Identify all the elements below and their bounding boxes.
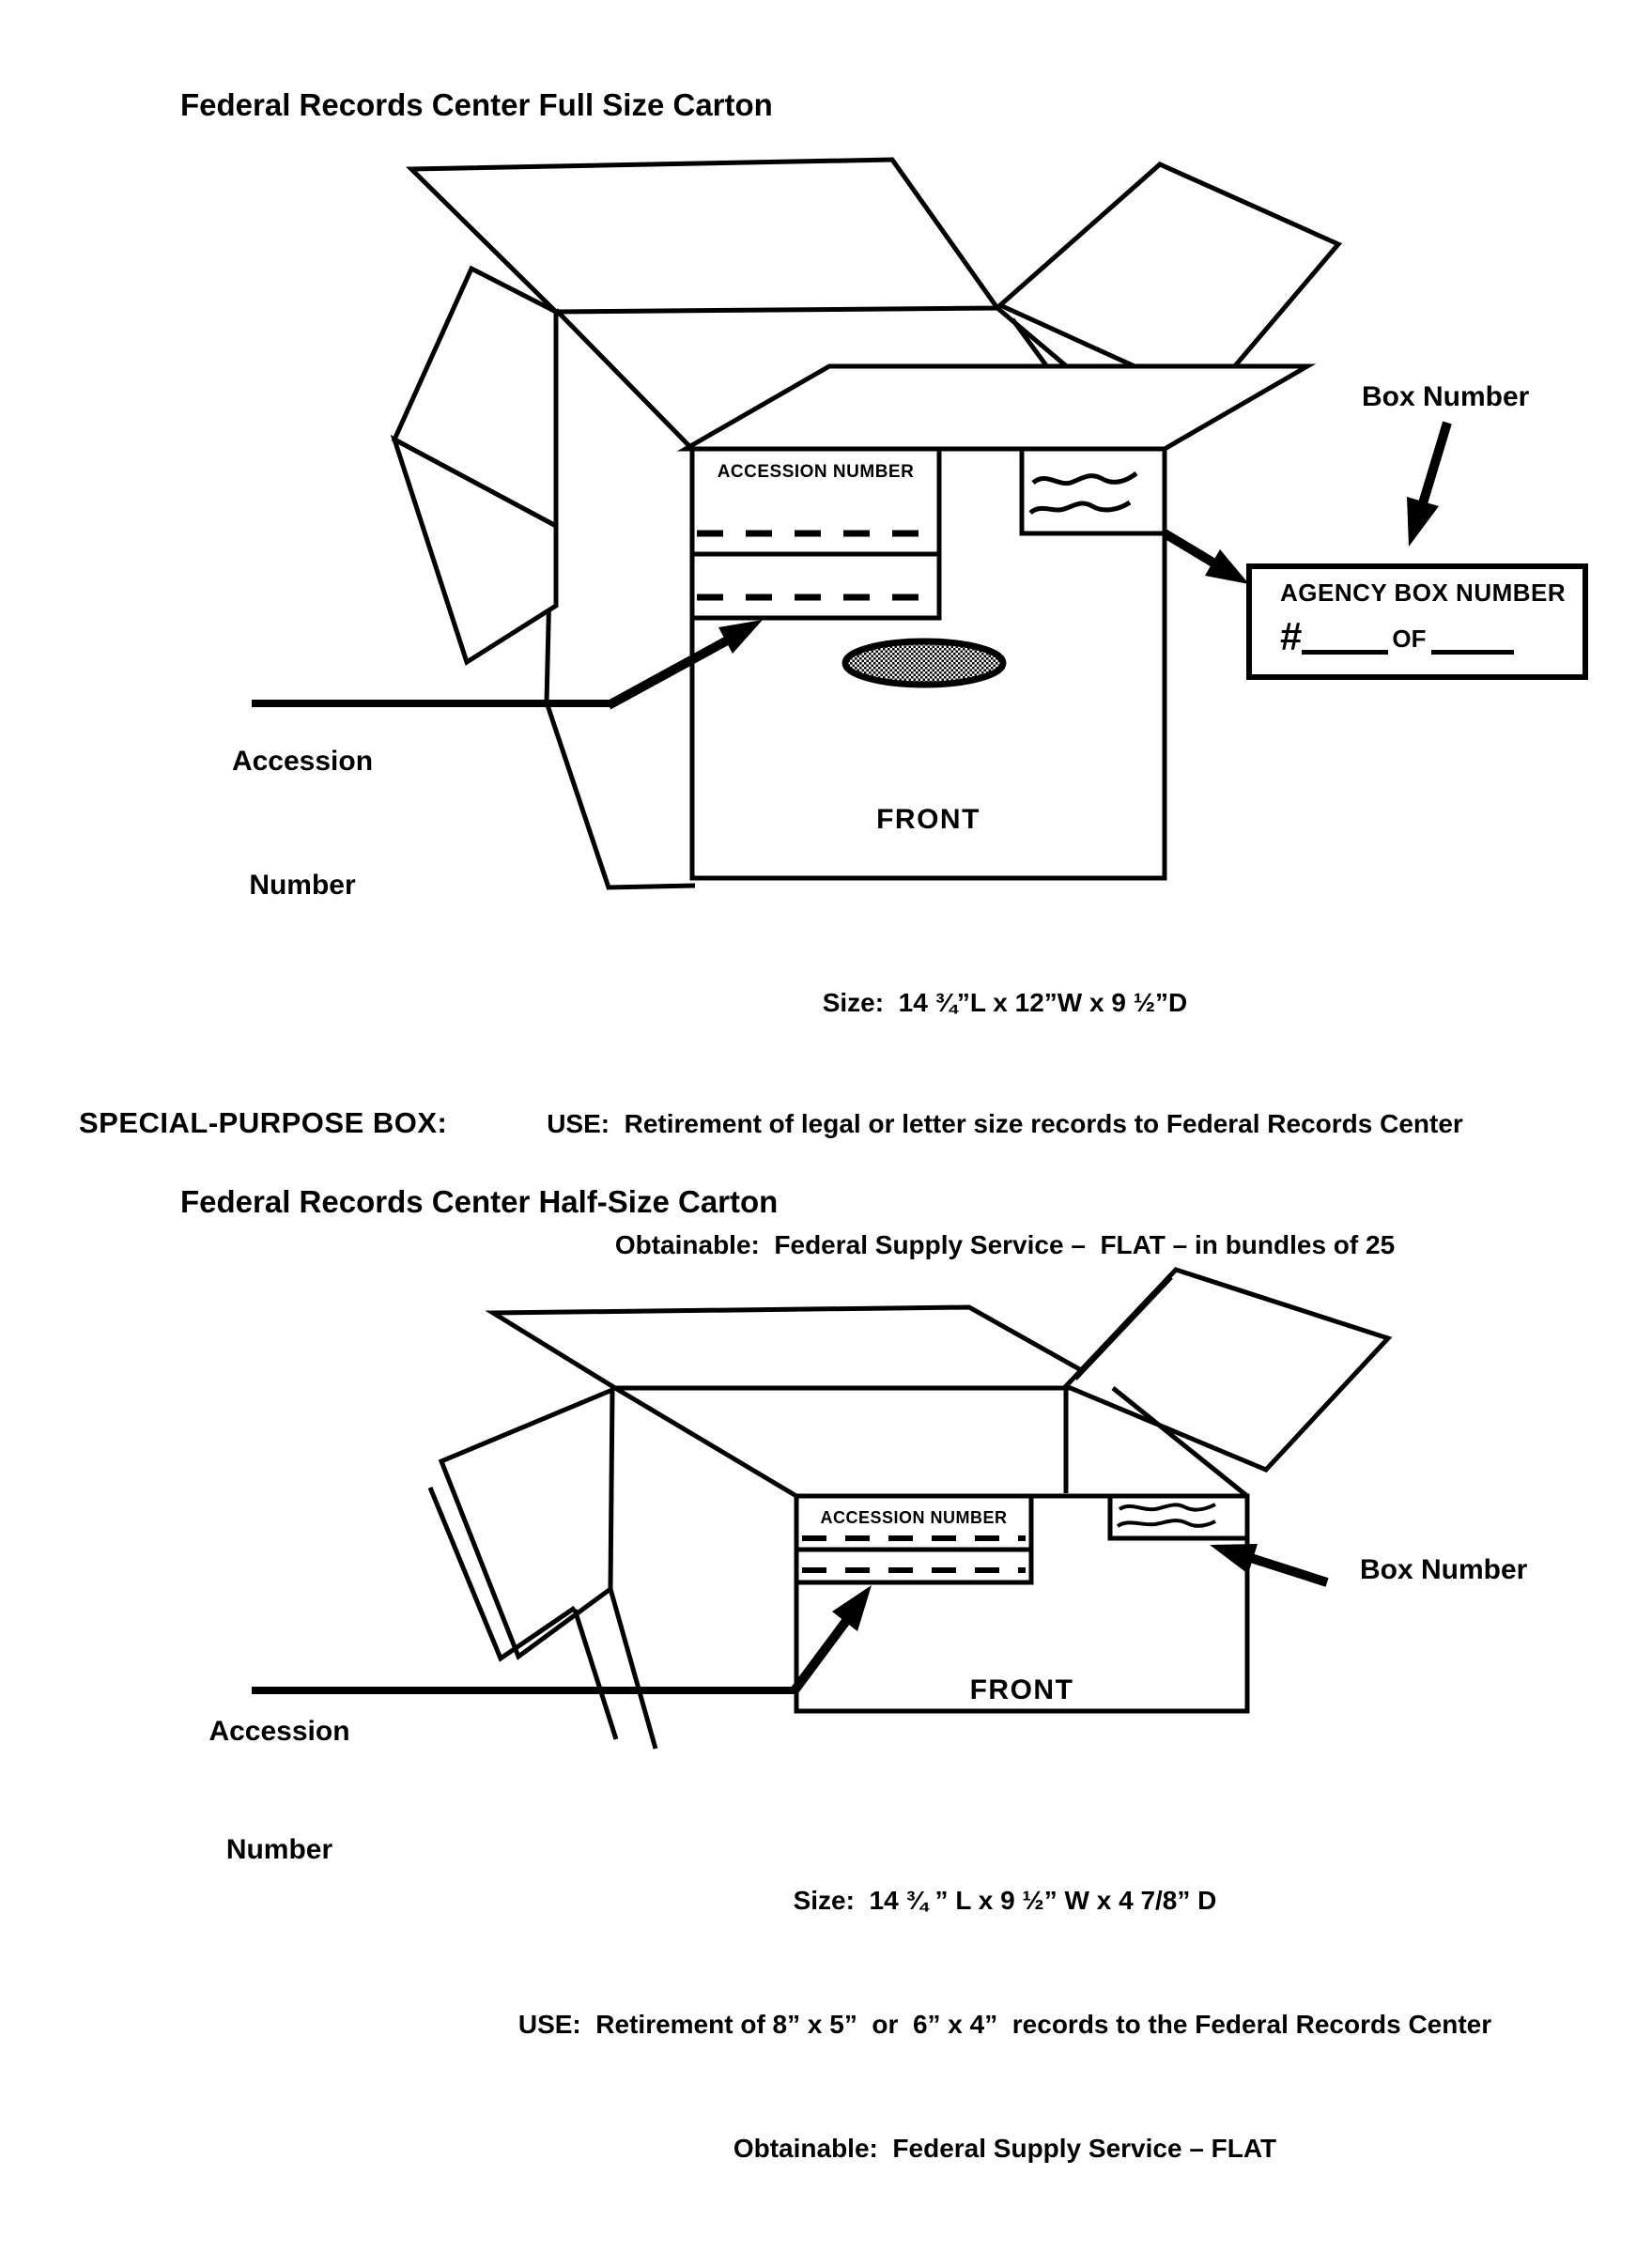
full-carton-title: Federal Records Center Full Size Carton (180, 87, 773, 122)
front-flap-folded (686, 366, 1307, 449)
agency-total-blank (1431, 618, 1514, 655)
box-number-arrowhead (1407, 497, 1439, 547)
accession-number-label-text: ACCESSION NUMBER (820, 1508, 1008, 1527)
left-side-edge (547, 315, 695, 887)
special-purpose-box-heading: SPECIAL-PURPOSE BOX: (79, 1106, 448, 1139)
agency-box-number-label (1246, 563, 1588, 680)
spec-obtainable: Obtainable: Federal Supply Service – FLAT – in bundles of 25 (614, 1230, 1396, 1259)
front-face-label: FRONT (876, 804, 980, 835)
accession-callout-line2: Number (225, 1834, 333, 1865)
box-number-arrow-shaft (1251, 1558, 1327, 1582)
accession-number-callout (193, 1633, 366, 1949)
spec-use: USE: Retirement of legal or letter size records to Federal Records Center (547, 1109, 1463, 1138)
accession-callout-line1: Accession (231, 746, 374, 777)
box-number-label-box (1110, 1496, 1247, 1538)
box-number-callout: Box Number (1360, 1554, 1528, 1585)
left-rim-edge (556, 310, 692, 449)
box-number-callout: Box Number (1362, 381, 1530, 412)
half-carton-title: Federal Records Center Half-Size Carton (180, 1184, 779, 1219)
agency-box-number-title: AGENCY BOX NUMBER (1280, 578, 1567, 607)
full-size-carton-drawing (252, 160, 1447, 887)
spec-obtainable: Obtainable: Federal Supply Service – FLAT (733, 2134, 1277, 2163)
number-sign: # (1280, 614, 1303, 659)
left-rim-edge (615, 1388, 796, 1496)
agency-number-blank (1302, 618, 1388, 655)
of-label: OF (1392, 625, 1427, 653)
accession-number-callout (208, 658, 396, 989)
hanging-flap-edge (610, 1589, 656, 1749)
accession-number-label-text: ACCESSION NUMBER (717, 462, 915, 482)
hanging-flap-edge (575, 1610, 616, 1739)
left-flap (441, 1390, 612, 1657)
accession-callout-line1: Accession (208, 1716, 350, 1747)
label-to-agency-arrowhead (1205, 549, 1249, 584)
full-carton-specs (394, 902, 1615, 1346)
spec-use: USE: Retirement of 8” x 5” or 6” x 4” records to the Federal Records Center (517, 2010, 1492, 2039)
handhold-cutout-icon (845, 641, 1003, 685)
box-number-label-box (1022, 449, 1165, 533)
spec-size: Size: 14 ¾ ” L x 9 ½” W x 4 7/8” D (793, 1886, 1217, 1915)
box-number-arrow-shaft (1423, 423, 1447, 503)
accession-callout-line2: Number (249, 870, 356, 901)
front-face-label: FRONT (969, 1674, 1074, 1705)
agency-box-number-fill-row (1280, 608, 1583, 659)
label-to-agency-arrow-shaft (1165, 533, 1216, 564)
spec-size: Size: 14 ¾”L x 12”W x 9 ½”D (822, 988, 1188, 1017)
half-carton-specs (394, 1797, 1615, 2252)
